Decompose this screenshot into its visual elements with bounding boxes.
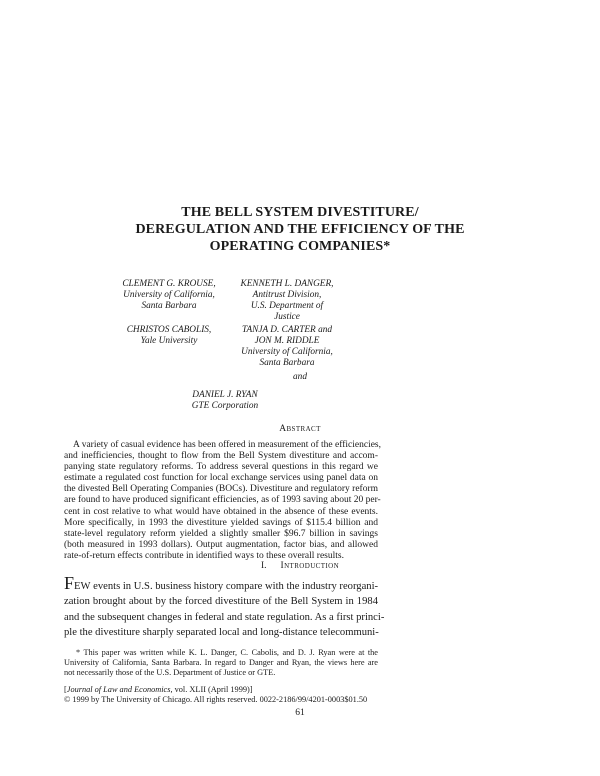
abstract-line: and inefficiencies, thought to flow from the Bell System divestiture and accom- <box>64 451 378 462</box>
author-affiliation: GTE Corporation <box>191 401 259 411</box>
author-name: KENNETH L. DANGER, <box>240 279 334 289</box>
abstract-line: (both measured in 1993 dollars). Output augmentation, factor bias, and allowed <box>64 539 378 550</box>
abstract-line: panying state regulatory reforms. To address several questions in this regard we <box>64 462 378 473</box>
intro-paragraph <box>64 573 385 640</box>
article-title <box>0 204 600 255</box>
journal-volume: , vol. XLII (April 1999)] <box>170 685 253 694</box>
title-line: DEREGULATION AND THE EFFICIENCY OF THE <box>135 222 465 237</box>
abstract-line: rate-of-return effects contribute in identified ways to these overall results. <box>64 550 344 561</box>
page-number: 61 <box>295 708 305 718</box>
abstract-line: cent in cost relative to what would have obtained in the absence of these events. <box>64 506 378 517</box>
footnote-line: * This paper was written while K. L. Danger, C. Cabolis, and D. J. Ryan were at the <box>76 648 378 657</box>
footnote <box>64 648 378 678</box>
lead-caps: EW <box>74 581 91 592</box>
body-line: zation brought about by the forced divestiture of the Bell System in 1984 <box>64 596 378 608</box>
author-affiliation: JON M. RIDDLE <box>254 336 320 346</box>
abstract-line: state-level regulatory reform yielded a slightly smaller $96.7 billion in savings <box>64 528 378 539</box>
abstract-text <box>64 440 381 562</box>
journal-bracket: [ <box>64 685 67 694</box>
footnote-line: University of California, Santa Barbara. In regard to Danger and Ryan, the views here are <box>64 657 378 667</box>
author-affiliation: U.S. Department of <box>250 301 324 311</box>
title-line: OPERATING COMPANIES* <box>209 239 391 254</box>
abstract-line: are found to have produced significant efficiencies, as of 1993 saving about 20 per- <box>64 495 381 506</box>
body-line: and the subsequent changes in federal and state regulation. As a first princi- <box>64 611 385 623</box>
author-affiliation: Santa Barbara <box>259 358 315 368</box>
author-block <box>212 279 362 323</box>
author-name: DANIEL J. RYAN <box>192 390 258 400</box>
author-name: TANJA D. CARTER and <box>241 325 333 335</box>
title-line: THE BELL SYSTEM DIVESTITURE/ <box>181 205 419 220</box>
journal-line <box>64 685 384 695</box>
author-block <box>150 390 300 412</box>
author-affiliation: Antitrust Division, <box>252 290 322 300</box>
copyright-line: © 1999 by The University of Chicago. All rights reserved. 0022-2186/99/4201-0003$01.50 <box>64 694 368 704</box>
author-affiliation: Santa Barbara <box>141 301 197 311</box>
abstract-line: estimate a regulated cost function for local exchange services using panel data on <box>64 473 378 484</box>
author-block <box>212 325 362 369</box>
abstract-line: More specifically, in 1993 the divestiture yielded savings of $115.4 billion and <box>64 517 378 528</box>
author-name: CLEMENT G. KROUSE, <box>122 279 216 289</box>
body-line: ple the divestiture sharply separated local and long-distance telecommuni- <box>64 626 379 638</box>
abstract-line: the divested Bell Operating Companies (BOCs). Divestiture and regulatory reform <box>64 484 378 495</box>
section-number: I. <box>260 561 267 571</box>
author-affiliation: Justice <box>274 312 300 322</box>
journal-name: Journal of Law and Economics <box>66 685 171 694</box>
abstract-line: A variety of casual evidence has been offered in measurement of the efficiencies, <box>73 440 381 450</box>
body-line <box>64 573 379 594</box>
footnote-line: not necessarily those of the U.S. Department of Justice or GTE. <box>64 667 276 677</box>
journal-citation <box>64 685 384 705</box>
section-title: Introduction <box>280 561 340 571</box>
author-affiliation: University of California, <box>241 347 333 357</box>
author-affiliation: University of California, <box>123 290 215 300</box>
lead-text: events in U.S. business history compare with the industry reorgani- <box>90 581 379 592</box>
author-separator: and <box>293 372 307 382</box>
abstract-heading: Abstract <box>279 424 321 434</box>
author-name: CHRISTOS CABOLIS, <box>126 325 212 335</box>
drop-cap: F <box>64 573 75 593</box>
author-affiliation: Yale University <box>140 336 198 346</box>
section-heading <box>0 561 600 571</box>
